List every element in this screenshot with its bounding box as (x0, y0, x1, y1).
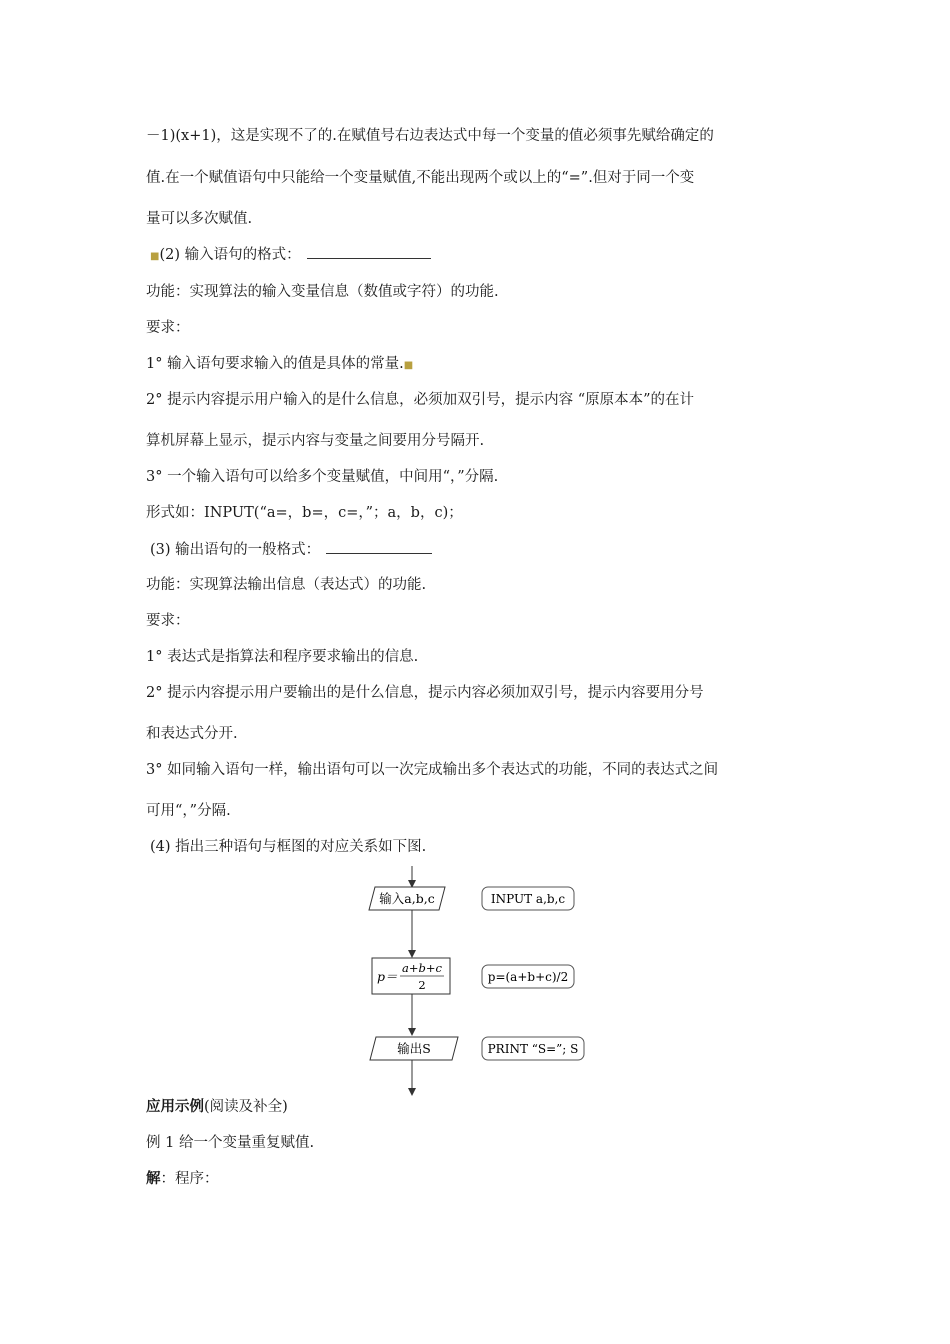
marker-dot: ■ (150, 251, 160, 262)
paragraph-line: 要求： (146, 613, 190, 629)
paragraph-line: －1)(x+1)，这是实现不了的.在赋值号右边表达式中每一个变量的值必须事先赋给确定的 (146, 128, 714, 144)
paragraph-line: 1° 表达式是指算法和程序要求输出的信息. (146, 649, 419, 665)
paragraph-line: 算机屏幕上显示，提示内容与变量之间要用分号隔开. (146, 433, 485, 449)
solution-line: 解：程序： (146, 1170, 219, 1187)
paragraph-line: 要求： (146, 320, 190, 336)
paragraph-line: 功能：实现算法输出信息（表达式）的功能. (146, 577, 427, 593)
output-box-label: 输出S (397, 1041, 431, 1056)
assign-code-label: p=(a+b+c)/2 (487, 970, 569, 984)
paragraph-line: 3° 一个输入语句可以给多个变量赋值，中间用“，”分隔. (146, 469, 499, 485)
input-box-label: 输入a,b,c (379, 891, 435, 906)
application-heading: 应用示例(阅读及补全) (146, 1098, 288, 1115)
flowchart-diagram (360, 866, 600, 1098)
output-format-heading: (3) 输出语句的一般格式： (150, 539, 830, 560)
input-code-label: INPUT a,b,c (490, 892, 566, 906)
answer-blank[interactable] (326, 539, 432, 554)
paragraph-line: 值.在一个赋值语句中只能给一个变量赋值,不能出现两个或以上的“=”.但对于同一个变 (146, 170, 695, 186)
marker-dot: ■ (403, 360, 414, 371)
assign-denominator: 2 (418, 978, 426, 992)
paragraph-line: (4) 指出三种语句与框图的对应关系如下图. (150, 839, 427, 855)
paragraph-line: 和表达式分开. (146, 726, 238, 742)
paragraph-line: 2° 提示内容提示用户输入的是什么信息，必须加双引号，提示内容 “原原本本”的在计 (146, 392, 695, 408)
paragraph-line: 功能：实现算法的输入变量信息（数值或字符）的功能. (146, 284, 499, 300)
assign-numerator: a+b+c (402, 961, 442, 975)
assign-lhs: p＝ (377, 969, 398, 984)
paragraph-line: 2° 提示内容提示用户要输出的是什么信息，提示内容必须加双引号，提示内容要用分号 (146, 685, 704, 701)
paragraph-line: 形式如：INPUT(“a=，b=，c=，”；a，b，c)； (146, 505, 463, 521)
example-line: 例 1 给一个变量重复赋值. (146, 1135, 315, 1151)
input-format-heading: ■(2) 输入语句的格式： (150, 244, 830, 267)
paragraph-line: 1° 输入语句要求输入的值是具体的常量.■ (146, 356, 414, 372)
paragraph-line: 可用“，”分隔. (146, 803, 231, 819)
paragraph-line: 量可以多次赋值. (146, 211, 253, 227)
paragraph-line: 3° 如同输入语句一样，输出语句可以一次完成输出多个表达式的功能，不同的表达式之间 (146, 762, 719, 778)
answer-blank[interactable] (307, 244, 431, 259)
output-code-label: PRINT “S=”; S (487, 1042, 579, 1056)
